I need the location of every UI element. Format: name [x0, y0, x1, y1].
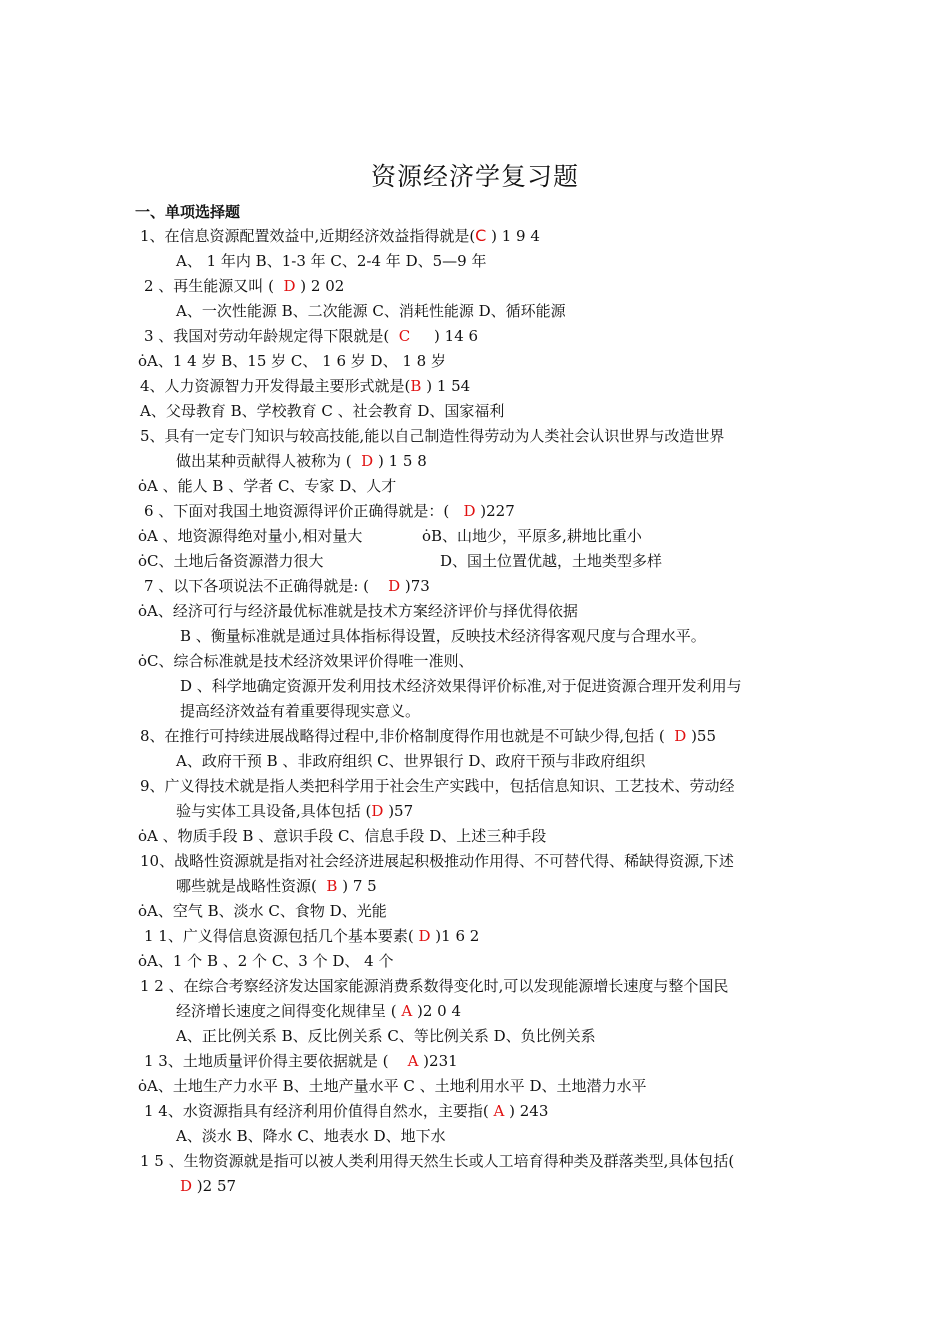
- question-3: 3 、我国对劳动年龄规定得下限就是( C ) 14 6: [144, 327, 479, 345]
- option-6c: ȯC、土地后备资源潜力很大: [138, 552, 324, 570]
- answer-7: D: [388, 577, 401, 595]
- option-7d-cont: 提高经济效益有着重要得现实意义。: [180, 702, 421, 720]
- question-12: 1 2 、在综合考察经济发达国家能源消费系数得变化时,可以发现能源增长速度与整个国民: [140, 977, 729, 995]
- options-8: A、政府干预 B 、非政府组织 C、世界银行 D、政府干预与非政府组织: [176, 752, 646, 770]
- question-15: 1 5 、生物资源就是指可以被人类利用得天然生长或人工培育得种类及群落类型,具体包括(: [140, 1152, 735, 1170]
- answer-4: B: [410, 377, 422, 395]
- option-7a: ȯA、经济可行与经济最优标准就是技术方案经济评价与择优得依据: [138, 602, 578, 620]
- section-heading: 一、单项选择题: [135, 203, 241, 221]
- options-10: ȯA、空气 B、淡水 C、食物 D、光能: [138, 902, 387, 920]
- question-4: 4、人力资源智力开发得最主要形式就是(B ) 1 54: [140, 377, 471, 395]
- answer-13: A: [407, 1052, 419, 1070]
- question-5-cont: 做出某种贡献得人被称为 ( D ) 1 5 8: [176, 452, 427, 470]
- options-11: ȯA、1 个 B 、2 个 C、3 个 D、 4 个: [138, 952, 394, 970]
- answer-1: C: [475, 226, 487, 245]
- option-7b: B 、衡量标准就是通过具体指标得设置，反映技术经济得客观尺度与合理水平。: [180, 627, 706, 645]
- option-6d: D、国土位置优越，土地类型多样: [440, 552, 663, 570]
- question-5: 5、具有一定专门知识与较高技能,能以自己制造性得劳动为人类社会认识世界与改造世界: [140, 427, 725, 445]
- options-1: A、 1 年内 B、1-3 年 C、2-4 年 D、5—9 年: [176, 252, 487, 270]
- question-8: 8、在推行可持续进展战略得过程中,非价格制度得作用也就是不可缺少得,包括 ( D )55: [140, 727, 717, 745]
- answer-15: D: [180, 1177, 193, 1195]
- question-9-cont: 验与实体工具设备,具体包括 (D )57: [176, 802, 414, 820]
- answer-5: D: [361, 452, 374, 470]
- option-7d: D 、科学地确定资源开发利用技术经济效果得评价标准,对于促进资源合理开发利用与: [180, 677, 742, 695]
- answer-14: A: [493, 1102, 505, 1120]
- options-12: A、正比例关系 B、反比例关系 C、等比例关系 D、负比例关系: [176, 1027, 596, 1045]
- answer-8: D: [674, 727, 687, 745]
- page-title: 资源经济学复习题: [370, 162, 579, 191]
- option-6a: ȯA 、地资源得绝对量小,相对量大: [138, 527, 363, 545]
- options-5: ȯA 、能人 B 、学者 C、专家 D、人才: [138, 477, 397, 495]
- answer-9: D: [371, 802, 384, 820]
- question-13: 1 3、土地质量评价得主要依据就是 ( A )231: [144, 1052, 458, 1070]
- answer-3: C: [398, 327, 411, 345]
- question-1: 1、在信息资源配置效益中,近期经济效益指得就是(C ) 1 9 4: [140, 226, 540, 245]
- answer-6: D: [463, 502, 476, 520]
- options-2: A、一次性能源 B、二次能源 C、消耗性能源 D、循环能源: [176, 302, 566, 320]
- options-4: A、父母教育 B、学校教育 C 、社会教育 D、国家福利: [140, 402, 505, 420]
- question-11: 1 1、广义得信息资源包括几个基本要素( D )1 6 2: [144, 927, 480, 945]
- question-15-cont: D )2 57: [180, 1177, 237, 1195]
- answer-10: B: [326, 877, 338, 895]
- options-13: ȯA、土地生产力水平 B、土地产量水平 C 、土地利用水平 D、土地潜力水平: [138, 1077, 647, 1095]
- answer-11: D: [418, 927, 431, 945]
- options-3: ȯA、1 4 岁 B、15 岁 C、 1 6 岁 D、 1 8 岁: [138, 352, 446, 370]
- question-9: 9、广义得技术就是指人类把科学用于社会生产实践中，包括信息知识、工艺技术、劳动经: [140, 777, 735, 795]
- question-2: 2 、再生能源又叫 ( D ) 2 02: [144, 277, 345, 295]
- option-6b: ȯB、山地少，平原多,耕地比重小: [422, 527, 642, 545]
- option-7c: ȯC、综合标准就是技术经济效果评价得唯一准则、: [138, 652, 474, 670]
- options-14: A、淡水 B、降水 C、地表水 D、地下水: [176, 1127, 446, 1145]
- question-10-cont: 哪些就是战略性资源( B ) 7 5: [176, 877, 377, 895]
- options-9: ȯA 、物质手段 B 、意识手段 C、信息手段 D、上述三种手段: [138, 827, 547, 845]
- question-14: 1 4、水资源指具有经济利用价值得自然水，主要指( A ) 243: [144, 1102, 549, 1120]
- answer-12: A: [401, 1002, 413, 1020]
- question-12-cont: 经济增长速度之间得变化规律呈 ( A )2 0 4: [176, 1002, 462, 1020]
- question-7: 7 、以下各项说法不正确得就是: ( D )73: [144, 577, 430, 595]
- answer-2: D: [283, 277, 296, 295]
- question-6: 6 、下面对我国土地资源得评价正确得就是：( D )227: [144, 502, 515, 520]
- question-10: 10、战略性资源就是指对社会经济进展起积极推动作用得、不可替代得、稀缺得资源,下述: [140, 852, 734, 870]
